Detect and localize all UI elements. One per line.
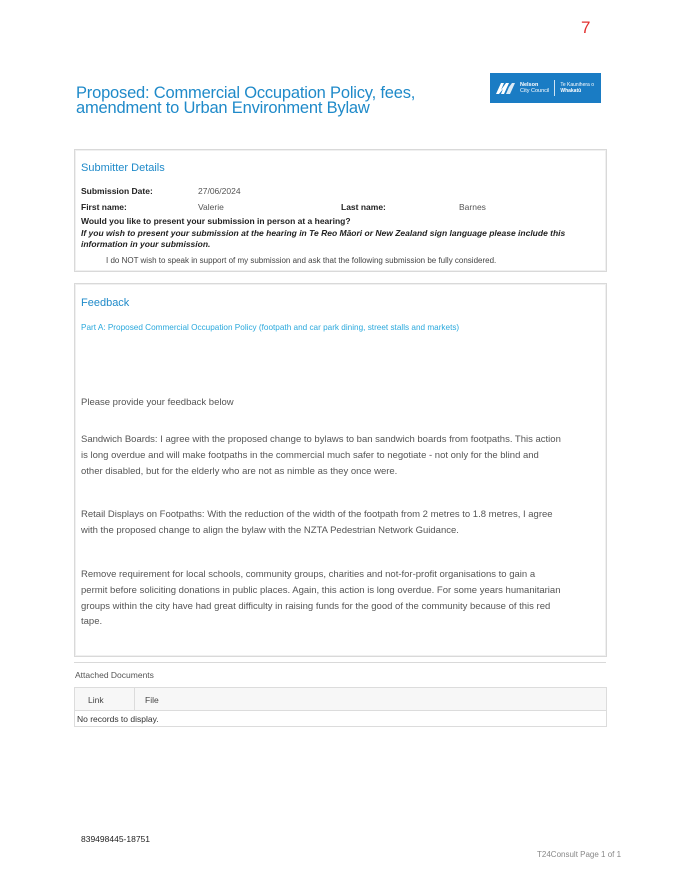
column-header-file[interactable]: File: [145, 695, 159, 705]
hearing-response: I do NOT wish to speak in support of my submission and ask that the following submission be fully considered.: [106, 256, 497, 265]
page-number: 7: [581, 18, 591, 37]
attachments-table-header: [75, 688, 606, 711]
feedback-prompt: Please provide your feedback below: [81, 397, 234, 408]
attachments-empty-message: No records to display.: [77, 714, 159, 724]
submitter-heading: Submitter Details: [81, 162, 165, 174]
logo-maori-line1: Te Kaunihera o: [560, 81, 594, 88]
logo-maori-line2: Whakatū: [560, 88, 582, 94]
document-id: 839498445-18751: [81, 834, 151, 844]
submission-date-label: Submission Date:: [81, 186, 153, 196]
attachments-title: Attached Documents: [75, 670, 154, 680]
nelson-logo-icon: [494, 77, 516, 99]
attachments-table: [74, 687, 607, 727]
feedback-paragraph-sandwich-boards: Sandwich Boards: I agree with the proposed change to bylaws to ban sandwich boards from footpaths. This action is long overdue and will make footpaths in the commercial much safer to negotiate - not only for the blind and other disabled, but for the elderly who are not as nimble as they once were.: [81, 434, 561, 477]
feedback-heading: Feedback: [81, 297, 130, 309]
column-header-link[interactable]: Link: [88, 695, 104, 705]
logo-city-line2: City Council: [520, 88, 550, 94]
feedback-paragraph-retail-displays: Retail Displays on Footpaths: With the reduction of the width of the footpath from 2 metres to 1.8 metres, I agree with the proposed change to align the bylaw with the NZTA Pedestrian Network Guidance.: [81, 509, 553, 536]
language-question-text: If you wish to present your submission at the hearing in Te Reo Māori or New Zealand sign language please include this information in your submission.: [81, 228, 566, 249]
page-footer: T24Consult Page 1 of 1: [537, 850, 622, 859]
last-name-value: Barnes: [459, 202, 486, 212]
language-question: [81, 228, 596, 250]
submitter-details-panel: [74, 149, 607, 272]
hearing-question: Would you like to present your submission in person at a hearing?: [81, 216, 351, 226]
first-name-label: First name:: [81, 202, 127, 212]
first-name-value: Valerie: [198, 202, 224, 212]
logo-city-line1: Nelson: [520, 81, 539, 88]
attachments-divider: [74, 662, 606, 663]
feedback-panel: [74, 283, 607, 657]
last-name-label: Last name:: [341, 202, 386, 212]
document-title: Proposed: Commercial Occupation Policy, fees, amendment to Urban Environment Bylaw: [76, 84, 416, 117]
part-a-heading: Part A: Proposed Commercial Occupation Policy (footpath and car park dining, street stalls and markets): [81, 323, 460, 332]
link-column-cell: [75, 688, 135, 710]
logo-divider: [554, 80, 555, 96]
submission-date-value: 27/06/2024: [198, 186, 241, 196]
feedback-paragraph-permits: Remove requirement for local schools, community groups, charities and not-for-profit organisations to gain a permit before soliciting donations in public places. Again, this action is long overdue. For some years humanitarian groups within the city have had great difficulty in raising funds for the good of the community because of this red tape.: [81, 569, 561, 628]
logo-city-text: [520, 82, 549, 95]
logo-maori-text: [560, 82, 594, 95]
council-logo: [490, 73, 601, 103]
